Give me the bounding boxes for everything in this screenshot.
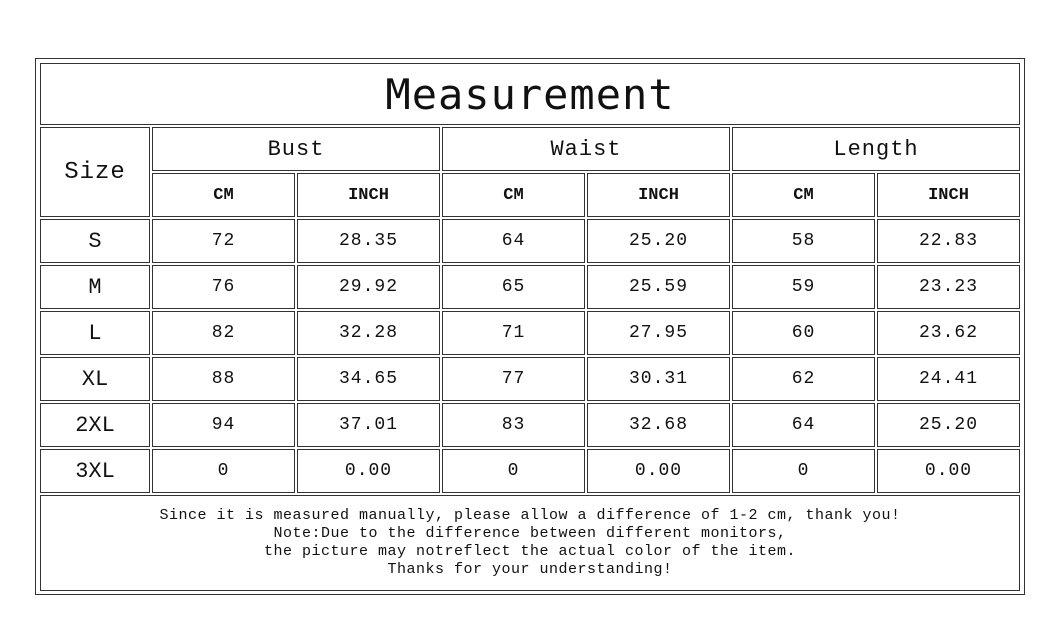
bust-cm-cell: 82 [152, 311, 295, 355]
length-cm-cell: 0 [732, 449, 875, 493]
size-label: 2XL [40, 403, 150, 447]
bust-cm-cell: 72 [152, 219, 295, 263]
table-row [40, 265, 1020, 309]
length-cm-cell: 64 [732, 403, 875, 447]
waist-cm-cell: 71 [442, 311, 585, 355]
length-inch-cell: 23.62 [877, 311, 1020, 355]
length-cm-cell: 60 [732, 311, 875, 355]
bust-inch-cell: 0.00 [297, 449, 440, 493]
size-label: L [40, 311, 150, 355]
size-chart [35, 58, 1025, 595]
length-cm-cell: 58 [732, 219, 875, 263]
group-header-row [40, 127, 1020, 171]
length-inch-cell: 25.20 [877, 403, 1020, 447]
length-inch-cell: 23.23 [877, 265, 1020, 309]
waist-inch-cell: 0.00 [587, 449, 730, 493]
waist-inch-cell: 27.95 [587, 311, 730, 355]
size-label: XL [40, 357, 150, 401]
length-inch-header: INCH [877, 173, 1020, 217]
waist-inch-cell: 25.20 [587, 219, 730, 263]
note-line: Thanks for your understanding! [387, 561, 673, 578]
bust-inch-cell: 28.35 [297, 219, 440, 263]
waist-cm-cell: 64 [442, 219, 585, 263]
bust-inch-header: INCH [297, 173, 440, 217]
waist-inch-header: INCH [587, 173, 730, 217]
waist-inch-cell: 30.31 [587, 357, 730, 401]
length-header: Length [732, 127, 1020, 171]
measurement-table [38, 61, 1022, 593]
waist-cm-cell: 77 [442, 357, 585, 401]
bust-cm-cell: 76 [152, 265, 295, 309]
chart-title: Measurement [40, 63, 1020, 125]
waist-header: Waist [442, 127, 730, 171]
waist-cm-cell: 0 [442, 449, 585, 493]
size-label: 3XL [40, 449, 150, 493]
bust-cm-header: CM [152, 173, 295, 217]
bust-inch-cell: 37.01 [297, 403, 440, 447]
length-inch-cell: 22.83 [877, 219, 1020, 263]
bust-cm-cell: 94 [152, 403, 295, 447]
disclaimer-note [40, 495, 1020, 591]
table-row [40, 311, 1020, 355]
bust-inch-cell: 29.92 [297, 265, 440, 309]
table-row [40, 449, 1020, 493]
length-inch-cell: 24.41 [877, 357, 1020, 401]
waist-cm-cell: 83 [442, 403, 585, 447]
table-row [40, 357, 1020, 401]
length-cm-cell: 62 [732, 357, 875, 401]
title-row [40, 63, 1020, 125]
bust-header: Bust [152, 127, 440, 171]
table-row [40, 403, 1020, 447]
note-line: Since it is measured manually, please allow a difference of 1-2 cm, thank you! [159, 507, 901, 524]
bust-cm-cell: 0 [152, 449, 295, 493]
waist-inch-cell: 32.68 [587, 403, 730, 447]
length-cm-header: CM [732, 173, 875, 217]
bust-cm-cell: 88 [152, 357, 295, 401]
size-label: S [40, 219, 150, 263]
bust-inch-cell: 34.65 [297, 357, 440, 401]
waist-cm-header: CM [442, 173, 585, 217]
waist-inch-cell: 25.59 [587, 265, 730, 309]
waist-cm-cell: 65 [442, 265, 585, 309]
length-cm-cell: 59 [732, 265, 875, 309]
table-row [40, 219, 1020, 263]
unit-header-row [40, 173, 1020, 217]
notes-row [40, 495, 1020, 591]
bust-inch-cell: 32.28 [297, 311, 440, 355]
note-line: Note:Due to the difference between different monitors, [273, 525, 787, 542]
length-inch-cell: 0.00 [877, 449, 1020, 493]
size-column-header: Size [40, 127, 150, 217]
note-line: the picture may notreflect the actual color of the item. [263, 543, 797, 560]
size-label: M [40, 265, 150, 309]
